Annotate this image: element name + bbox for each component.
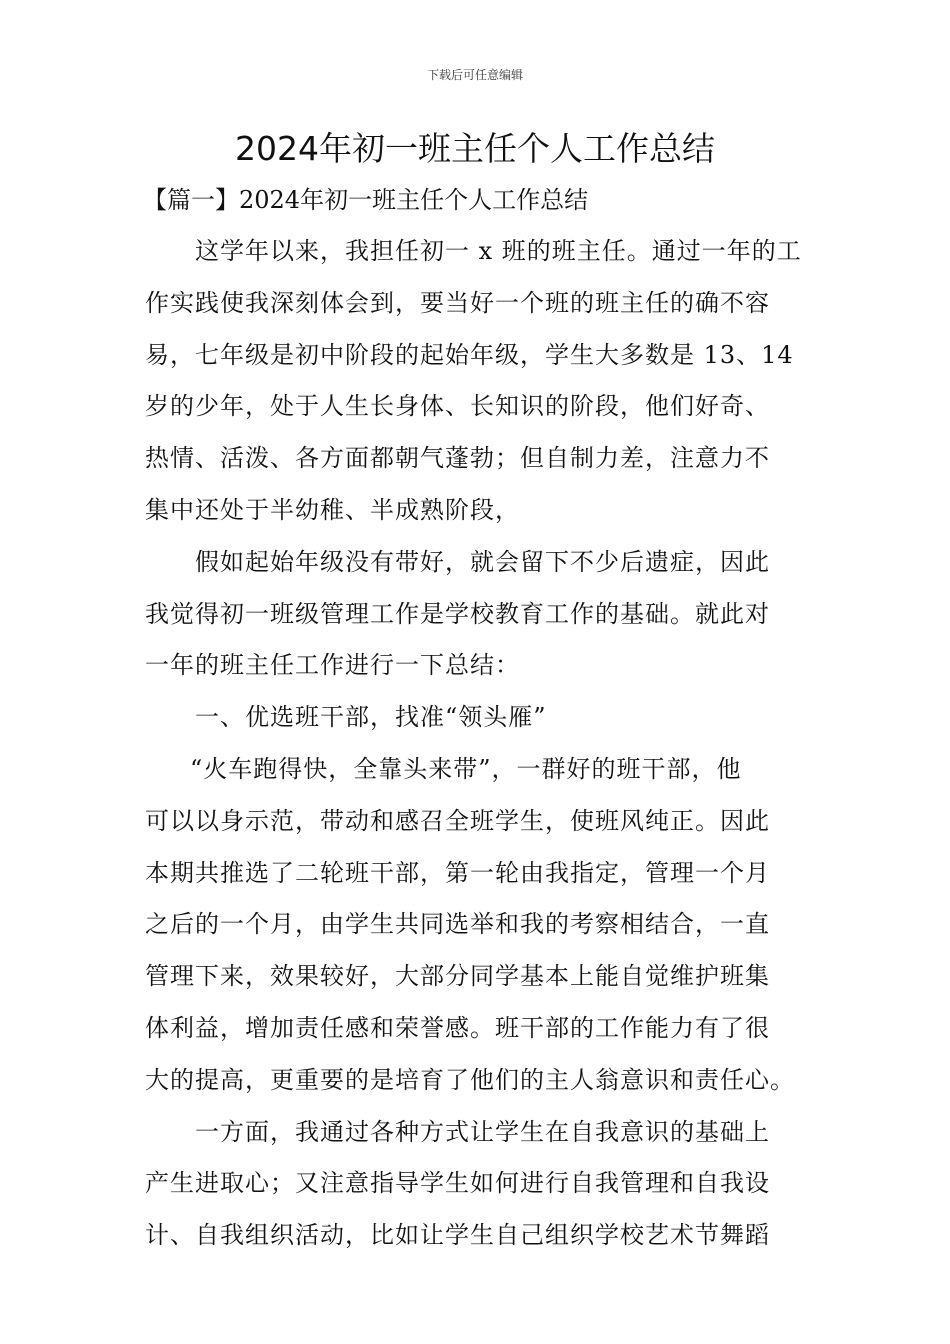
- document-body: [145, 226, 810, 1262]
- paragraph-line: 岁的少年，处于人生长身体、长知识的阶段，他们好奇、: [145, 392, 770, 421]
- paragraph-line: 我觉得初一班级管理工作是学校教育工作的基础。就此对: [145, 599, 770, 628]
- section-heading: 【篇一】2024年初一班主任个人工作总结: [143, 186, 589, 214]
- paragraph-line: 管理下来，效果较好，大部分同学基本上能自觉维护班集: [145, 962, 770, 991]
- paragraph-line: 本期共推选了二轮班干部，第一轮由我指定，管理一个月: [145, 858, 770, 887]
- paragraph-line: 一年的班主任工作进行一下总结：: [145, 651, 520, 680]
- paragraph-line: 计、自我组织活动，比如让学生自己组织学校艺术节舞蹈: [145, 1221, 770, 1250]
- document-title: 2024年初一班主任个人工作总结: [235, 129, 715, 168]
- paragraph-line: 之后的一个月，由学生共同选举和我的考察相结合，一直: [145, 910, 770, 939]
- paragraph-line: 假如起始年级没有带好，就会留下不少后遗症，因此: [195, 547, 770, 576]
- paragraph-line: 易，七年级是初中阶段的起始年级，学生大多数是 13、14: [145, 340, 794, 369]
- subsection-heading: 一、优选班干部，找准“领头雁”: [195, 703, 547, 732]
- paragraph-line: 大的提高，更重要的是培育了他们的主人翁意识和责任心。: [145, 1065, 795, 1094]
- paragraph-line: 可以以身示范，带动和感召全班学生，使班风纯正。因此: [145, 806, 770, 835]
- paragraph-line: 产生进取心；又注意指导学生如何进行自我管理和自我设: [145, 1169, 770, 1198]
- paragraph-line: “火车跑得快，全靠头来带”，一群好的班干部，他: [190, 754, 742, 783]
- paragraph-line: 体利益，增加责任感和荣誉感。班干部的工作能力有了很: [145, 1013, 770, 1042]
- paragraph-line: 作实践使我深刻体会到，要当好一个班的班主任的确不容: [145, 288, 770, 317]
- paragraph-line: 热情、活泼、各方面都朝气蓬勃；但自制力差，注意力不: [145, 444, 770, 473]
- paragraph-line: 集中还处于半幼稚、半成熟阶段，: [145, 495, 520, 524]
- paragraph-line: 这学年以来，我担任初一 x 班的班主任。通过一年的工: [195, 237, 802, 265]
- paragraph-line: 一方面，我通过各种方式让学生在自我意识的基础上: [195, 1117, 770, 1146]
- header-note: 下载后可任意编辑: [426, 68, 523, 82]
